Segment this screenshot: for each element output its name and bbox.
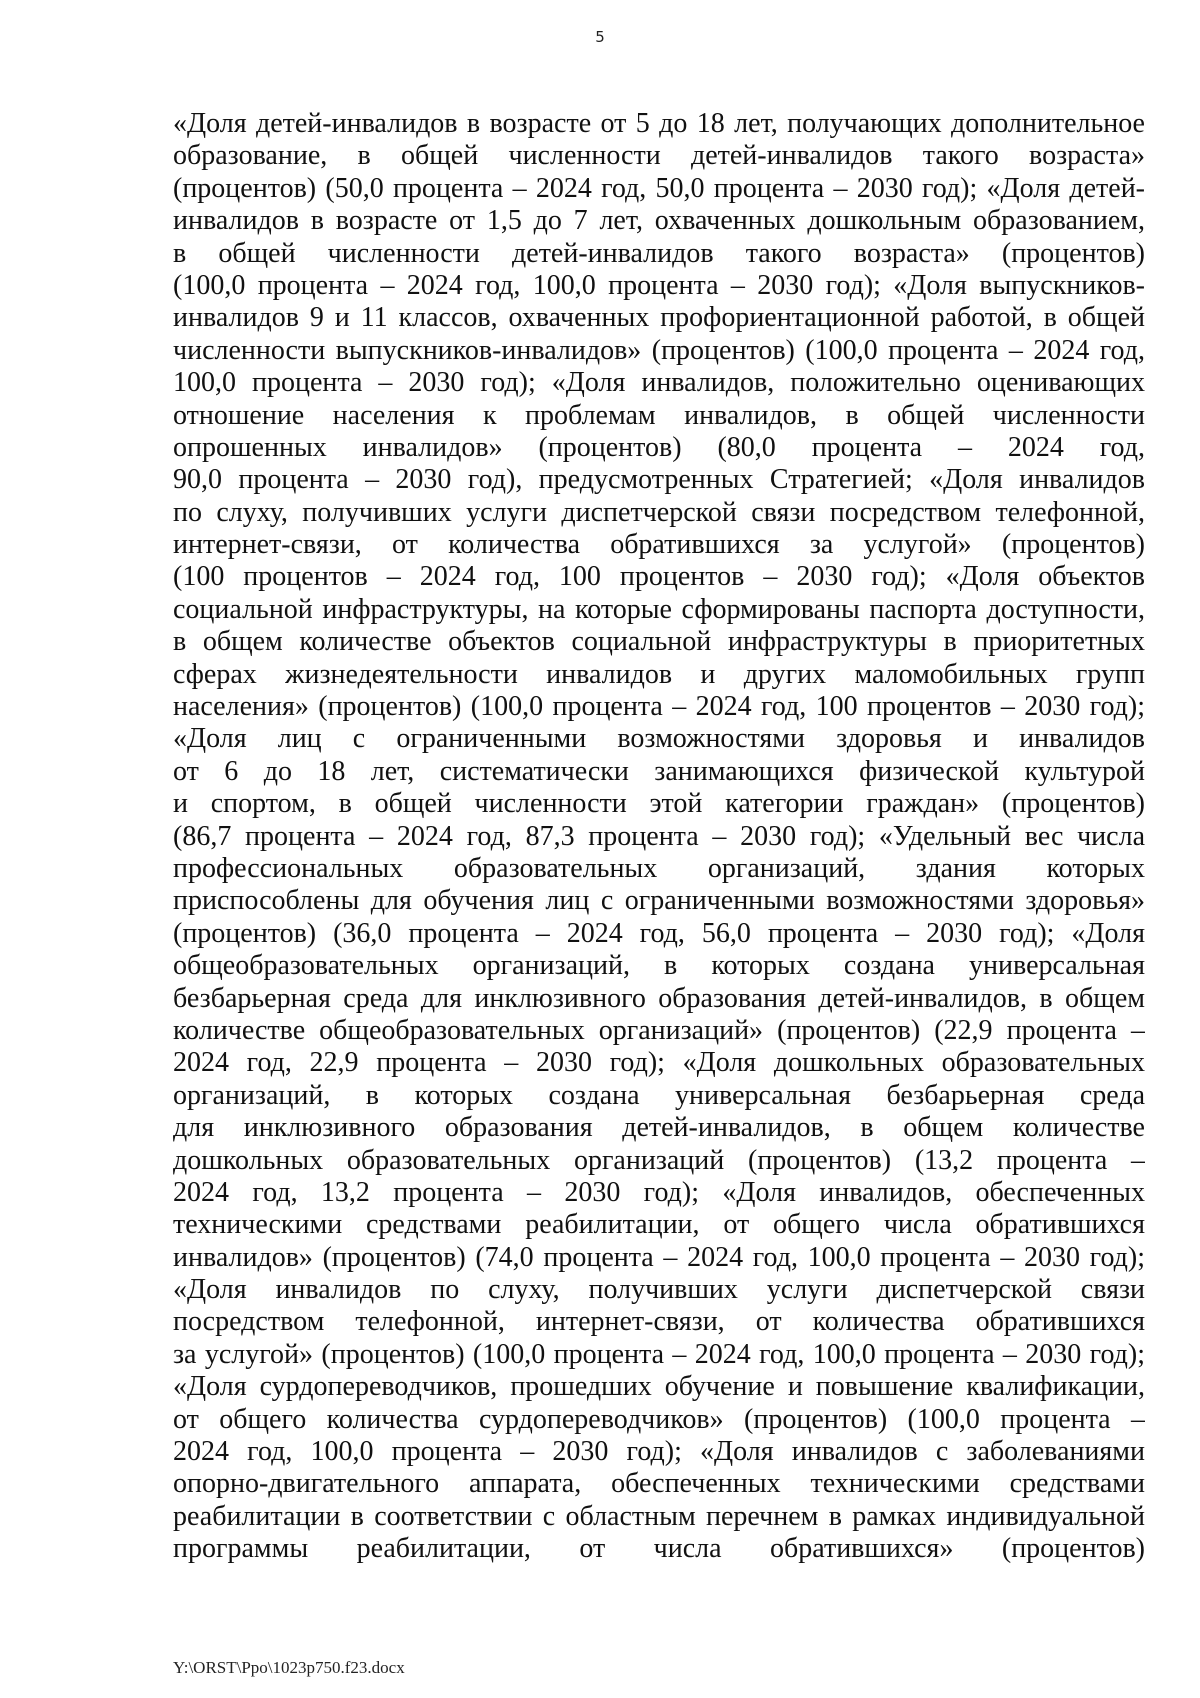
text-line: инвалидов в возрасте от 1,5 до 7 лет, охваченных дошкольным образованием, (173, 205, 1145, 237)
text-line: инвалидов» (процентов) (74,0 процента – 2024 год, 100,0 процента – 2030 год); (173, 1241, 1145, 1273)
text-line: образование, в общей численности детей-инвалидов такого возраста» (173, 140, 1145, 172)
text-line: «Доля детей-инвалидов в возрасте от 5 до 18 лет, получающих дополнительное (173, 108, 1145, 139)
text-line: 2024 год, 13,2 процента – 2030 год); «Доля инвалидов, обеспеченных (173, 1176, 1145, 1208)
text-line: сферах жизнедеятельности инвалидов и других маломобильных групп (173, 658, 1145, 690)
text-line: дошкольных образовательных организаций (процентов) (13,2 процента – (173, 1144, 1145, 1176)
text-line: 90,0 процента – 2030 год), предусмотренных Стратегией; «Доля инвалидов (173, 464, 1145, 496)
text-line: (процентов) (36,0 процента – 2024 год, 56,0 процента – 2030 год); «Доля (173, 917, 1145, 949)
text-line: (100,0 процента – 2024 год, 100,0 процента – 2030 год); «Доля выпускников- (173, 269, 1145, 301)
text-line: 2024 год, 22,9 процента – 2030 год); «Доля дошкольных образовательных (173, 1047, 1145, 1079)
text-line: за услугой» (процентов) (100,0 процента – 2024 год, 100,0 процента – 2030 год); (173, 1338, 1145, 1370)
text-line: опрошенных инвалидов» (процентов) (80,0 процента – 2024 год, (173, 431, 1145, 463)
text-line: населения» (процентов) (100,0 процента – 2024 год, 100 процентов – 2030 год); (173, 691, 1145, 723)
text-line: количестве общеобразовательных организаций» (процентов) (22,9 процента – (173, 1014, 1145, 1046)
text-line: реабилитации в соответствии с областным перечнем в рамках индивидуальной (173, 1500, 1145, 1532)
text-line: «Доля инвалидов по слуху, получивших услуги диспетчерской связи (173, 1274, 1145, 1306)
text-line: от общего количества сурдопереводчиков» (процентов) (100,0 процента – (173, 1403, 1145, 1435)
text-line: посредством телефонной, интернет-связи, от количества обратившихся (173, 1306, 1145, 1338)
text-line: организаций, в которых создана универсальная безбарьерная среда (173, 1079, 1145, 1111)
text-line: в общей численности детей-инвалидов такого возраста» (процентов) (173, 237, 1145, 269)
text-line: «Доля сурдопереводчиков, прошедших обучение и повышение квалификации, (173, 1371, 1145, 1403)
text-line: и спортом, в общей численности этой категории граждан» (процентов) (173, 788, 1145, 820)
text-line: для инклюзивного образования детей-инвалидов, в общем количестве (173, 1112, 1145, 1144)
text-line: интернет-связи, от количества обратившихся за услугой» (процентов) (173, 529, 1145, 561)
text-line: приспособлены для обучения лиц с ограниченными возможностями здоровья» (173, 885, 1145, 917)
text-line: опорно-двигательного аппарата, обеспеченных техническими средствами (173, 1468, 1145, 1500)
text-line: (процентов) (50,0 процента – 2024 год, 50,0 процента – 2030 год); «Доля детей- (173, 172, 1145, 204)
text-line: профессиональных образовательных организаций, здания которых (173, 852, 1145, 884)
text-line: техническими средствами реабилитации, от общего числа обратившихся (173, 1209, 1145, 1241)
text-line: по слуху, получивших услуги диспетчерской связи посредством телефонной, (173, 496, 1145, 528)
text-line: 100,0 процента – 2030 год); «Доля инвалидов, положительно оценивающих (173, 367, 1145, 399)
text-line: программы реабилитации, от числа обратившихся» (процентов) (173, 1533, 1145, 1565)
file-path-footer: Y:\ORST\Ppo\1023p750.f23.docx (173, 1658, 405, 1677)
text-line: (100 процентов – 2024 год, 100 процентов – 2030 год); «Доля объектов (173, 561, 1145, 593)
body-paragraph (173, 108, 1145, 1566)
text-line: общеобразовательных организаций, в которых создана универсальная (173, 950, 1145, 982)
text-line: «Доля лиц с ограниченными возможностями здоровья и инвалидов (173, 723, 1145, 755)
text-line: социальной инфраструктуры, на которые сформированы паспорта доступности, (173, 593, 1145, 625)
text-line: от 6 до 18 лет, систематически занимающихся физической культурой (173, 755, 1145, 787)
page-number: 5 (595, 28, 605, 46)
text-line: в общем количестве объектов социальной инфраструктуры в приоритетных (173, 626, 1145, 658)
text-line: (86,7 процента – 2024 год, 87,3 процента – 2030 год); «Удельный вес числа (173, 820, 1145, 852)
text-line: численности выпускников-инвалидов» (процентов) (100,0 процента – 2024 год, (173, 334, 1145, 366)
text-line: 2024 год, 100,0 процента – 2030 год); «Доля инвалидов с заболеваниями (173, 1436, 1145, 1468)
text-line: безбарьерная среда для инклюзивного образования детей-инвалидов, в общем (173, 982, 1145, 1014)
text-line: отношение населения к проблемам инвалидов, в общей численности (173, 399, 1145, 431)
text-line: инвалидов 9 и 11 классов, охваченных профориентационной работой, в общей (173, 302, 1145, 334)
